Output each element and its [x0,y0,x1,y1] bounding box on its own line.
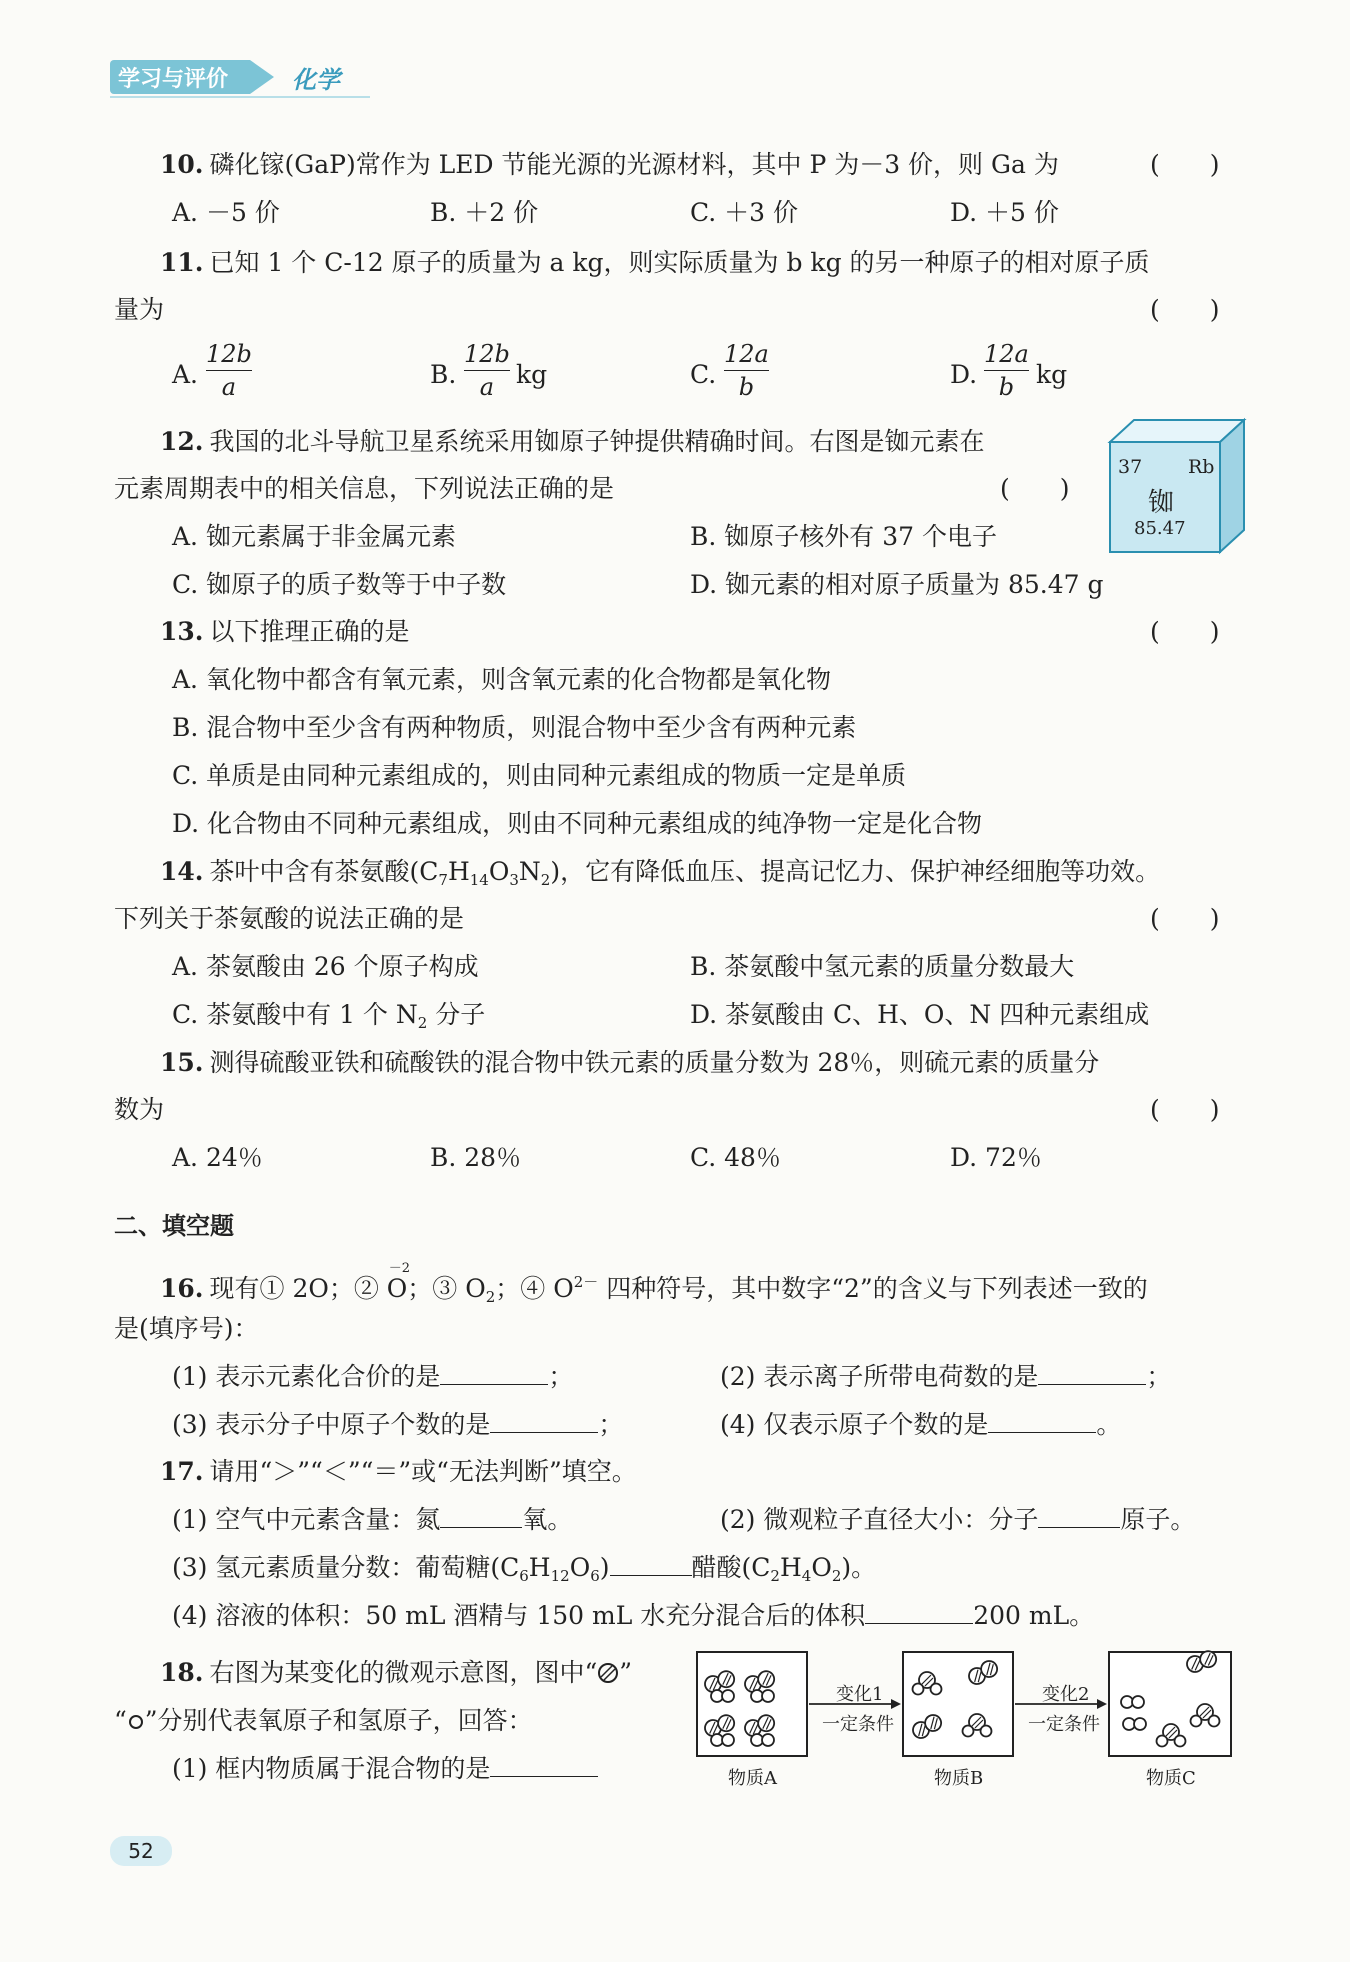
q11-fraction-b: 12b a [464,340,510,401]
q13-stem: 13. 以下推理正确的是 [160,617,410,646]
q11-fraction-c: 12a b [724,340,769,401]
q12-stem-line2: 元素周期表中的相关信息，下列说法正确的是 [114,474,615,503]
q17-item-4: (4) 溶液的体积：50 mL 酒精与 150 mL 水充分混合后的体积 200 mL。 [172,1601,1095,1630]
q16-stem-line1: 16. 现有① 2O；② －2 O；③ $O_2$；④ $O^{2-}$ 四种符号，其中数字“2”的含义与下列表述一致的 [160,1261,1148,1306]
condition1-label: 一定条件 [822,1714,894,1735]
q18-item-1: (1) 框内物质属于混合物的是 [172,1754,598,1784]
q11-option-b: B. [430,360,457,389]
q14-stem-line1: 14. 茶叶中含有茶氨酸$(C_7H_{14}O_3N_2)$，它有降低血压、提高记忆力、保护神经细胞等功效。 [160,857,1161,889]
q10-option-b: B. ＋2 价 [430,198,539,227]
q10-answer-paren: ( ) [1150,150,1220,179]
q10-stem: 10. 磷化镓(GaP)常作为 LED 节能光源的光源材料，其中 P 为－3 价，则 Ga 为 [160,150,1059,179]
q17-stem: 17. 请用“＞”“＜”“＝”或“无法判断”填空。 [160,1457,637,1486]
q17-blank-4[interactable] [865,1601,973,1624]
q12-option-d: D. 铷元素的相对原子质量为 85.47 g [690,570,1104,599]
q17-item-3: (3) 氢元素质量分数：葡萄糖$(C_6H_{12}O_6)$ 醋酸$(C_2H_4O_2)$。 [172,1553,877,1585]
hydrogen-atom-icon [127,1713,145,1731]
q11-option-a: A. [172,360,199,389]
section-fill-in-blank-heading: 二、填空题 [114,1212,234,1240]
q11-option-d: D. [950,360,978,389]
q16-blank-4[interactable] [988,1410,1096,1433]
q11-answer-paren: ( ) [1150,295,1220,324]
q16-blank-2[interactable] [1038,1362,1146,1385]
q11-option-c: C. [690,360,717,389]
element-mass: 85.47 [1134,518,1186,539]
substance-a-label: 物质A [728,1768,777,1789]
q14-option-c: C. 茶氨酸中有 1 个 $N_2$ 分子 [172,1000,486,1032]
q17-blank-1[interactable] [440,1505,522,1528]
q16-item-3: (3) 表示分子中原子个数的是 ； [172,1410,624,1439]
q15-option-d: D. 72％ [950,1143,1042,1172]
q17-item-1: (1) 空气中元素含量：氮 氧。 [172,1505,573,1534]
q11-stem-line2: 量为 [114,295,165,324]
q10-option-c: C. ＋3 价 [690,198,798,227]
q13-option-d: D. 化合物由不同种元素组成，则由不同种元素组成的纯净物一定是化合物 [172,809,983,838]
q12-stem-line1: 12. 我国的北斗导航卫星系统采用铷原子钟提供精确时间。右图是铷元素在 [160,427,985,456]
q11-unit-b: kg [516,360,548,389]
q18-stem-line2: “ ”分别代表氧原子和氢原子，回答： [114,1706,533,1735]
q10-option-d: D. ＋5 价 [950,198,1059,227]
series-title: 学习与评价 [118,67,229,92]
element-atomic-number: 37 [1118,456,1143,478]
page-number: 52 [110,1836,172,1866]
q16-item-1: (1) 表示元素化合价的是 ； [172,1362,574,1391]
q16-blank-3[interactable] [490,1410,598,1433]
q12-option-b: B. 铷原子核外有 37 个电子 [690,522,997,551]
q15-stem-line1: 15. 测得硫酸亚铁和硫酸铁的混合物中铁元素的质量分数为 28％，则硫元素的质量分 [160,1048,1100,1077]
q13-option-c: C. 单质是由同种元素组成的，则由同种元素组成的物质一定是单质 [172,761,907,790]
q10-option-a: A. －5 价 [172,198,280,227]
q15-option-a: A. 24％ [172,1143,263,1172]
q14-stem-line2: 下列关于茶氨酸的说法正确的是 [114,904,465,933]
q14-option-d: D. 茶氨酸由 C、H、O、N 四种元素组成 [690,1000,1150,1029]
element-name: 铷 [1148,488,1175,518]
q16-item-4: (4) 仅表示原子个数的是 。 [720,1410,1122,1439]
q18-blank-1[interactable] [490,1754,598,1777]
q15-option-b: B. 28％ [430,1143,522,1172]
q17-blank-2[interactable] [1038,1505,1120,1528]
q11-unit-d: kg [1036,360,1068,389]
q16-blank-1[interactable] [440,1362,548,1385]
q14-option-a: A. 茶氨酸由 26 个原子构成 [172,952,479,981]
element-symbol: Rb [1188,456,1215,478]
header-rule [110,96,370,98]
q13-option-a: A. 氧化物中都含有氧元素，则含氧元素的化合物都是氧化物 [172,665,831,694]
q17-item-2: (2) 微观粒子直径大小：分子 原子。 [720,1505,1196,1534]
oxygen-atom-icon [597,1662,619,1684]
change2-label: 变化2 [1042,1684,1090,1705]
q11-fraction-d: 12a b [984,340,1029,401]
q15-stem-line2: 数为 [114,1095,165,1124]
q11-fraction-a: 12b a [206,340,252,401]
subject-title: 化学 [292,66,340,94]
q12-answer-paren: ( ) [1000,474,1070,503]
q13-answer-paren: ( ) [1150,617,1220,646]
q18-stem-line1: 18. 右图为某变化的微观示意图，图中“ ” [160,1658,633,1687]
change1-label: 变化1 [836,1684,884,1705]
q12-option-a: A. 铷元素属于非金属元素 [172,522,456,551]
q11-stem-line1: 11. 已知 1 个 C-12 原子的质量为 a kg，则实际质量为 b kg 的另一种原子的相对原子质 [160,248,1150,277]
q16-stem-line2: 是(填序号)： [114,1314,259,1343]
q16-item-2: (2) 表示离子所带电荷数的是 ； [720,1362,1172,1391]
q15-option-c: C. 48％ [690,1143,781,1172]
q13-option-b: B. 混合物中至少含有两种物质，则混合物中至少含有两种元素 [172,713,857,742]
substance-b-label: 物质B [934,1768,984,1789]
q15-answer-paren: ( ) [1150,1095,1220,1124]
q12-option-c: C. 铷原子的质子数等于中子数 [172,570,507,599]
condition2-label: 一定条件 [1028,1714,1100,1735]
q14-answer-paren: ( ) [1150,904,1220,933]
q17-blank-3[interactable] [610,1553,692,1576]
substance-c-label: 物质C [1146,1768,1196,1789]
q14-option-b: B. 茶氨酸中氢元素的质量分数最大 [690,952,1075,981]
